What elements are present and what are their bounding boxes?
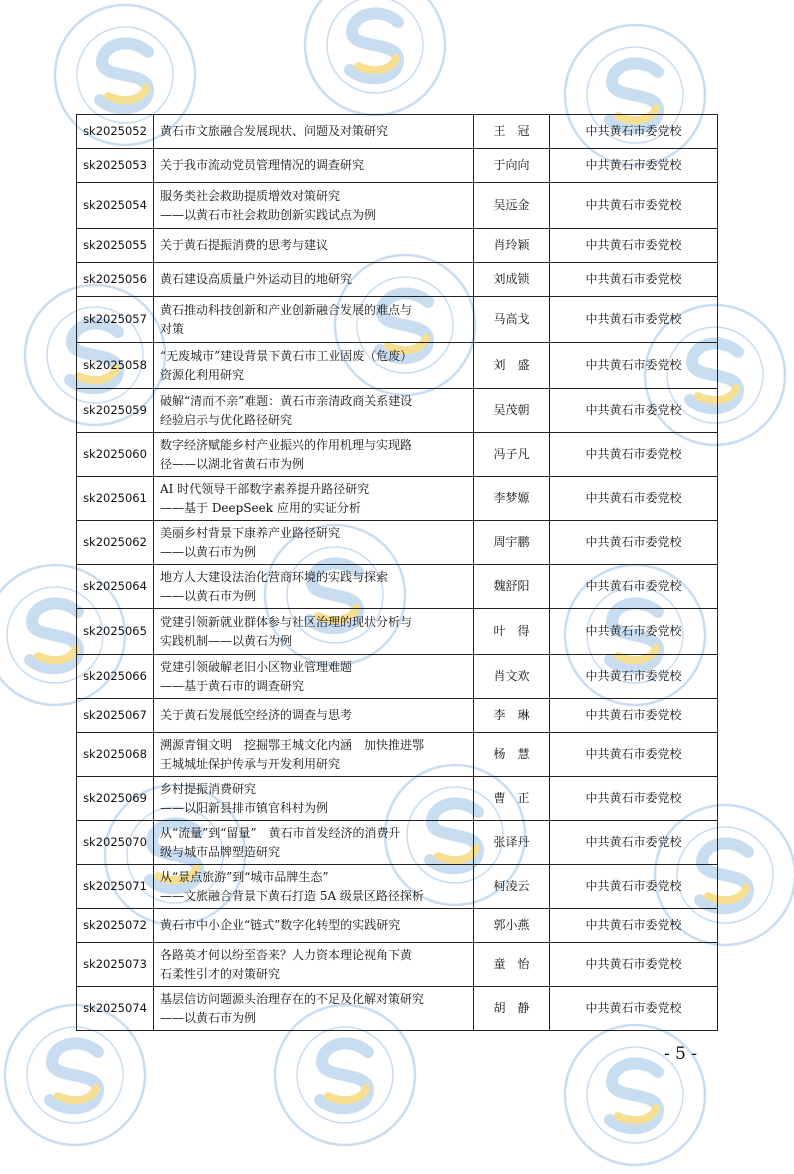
project-author: 魏舒阳 (474, 565, 550, 609)
project-unit: 中共黄石市委党校 (550, 943, 718, 987)
table-row (77, 865, 718, 909)
project-code: sk2025062 (77, 521, 154, 565)
project-title-line: 王城城址保护传承与开发利用研究 (160, 756, 341, 771)
project-title-line: ——以黄石市社会救助创新实践试点为例 (160, 207, 377, 222)
project-title (154, 699, 474, 733)
table-row (77, 389, 718, 433)
table-row (77, 263, 718, 297)
project-title (154, 865, 474, 909)
project-title-line: 乡村提振消费研究 (160, 781, 257, 796)
project-title (154, 229, 474, 263)
project-title (154, 655, 474, 699)
project-unit: 中共黄石市委党校 (550, 609, 718, 655)
project-title-line: 美丽乡村背景下康养产业路径研究 (160, 525, 341, 540)
project-author: 吴远金 (474, 183, 550, 229)
project-unit: 中共黄石市委党校 (550, 115, 718, 149)
table-row (77, 477, 718, 521)
table-row (77, 149, 718, 183)
project-table (76, 114, 718, 1031)
project-author: 周宇鹏 (474, 521, 550, 565)
project-title (154, 943, 474, 987)
project-author: 柯凌云 (474, 865, 550, 909)
project-author: 肖文欢 (474, 655, 550, 699)
project-title-line: 基层信访问题源头治理存在的不足及化解对策研究 (160, 991, 425, 1006)
project-title-line: ——以黄石市为例 (160, 588, 257, 603)
project-title-line: 黄石建设高质量户外运动目的地研究 (160, 272, 353, 286)
project-title-line: ——文旅融合背景下黄石打造 5A 级景区路径探析 (160, 888, 424, 903)
project-unit: 中共黄石市委党校 (550, 343, 718, 389)
project-code: sk2025058 (77, 343, 154, 389)
table-row (77, 777, 718, 821)
project-title (154, 115, 474, 149)
table-row (77, 297, 718, 343)
project-title (154, 433, 474, 477)
project-title (154, 777, 474, 821)
project-title-line: 经验启示与优化路径研究 (160, 412, 293, 427)
project-unit: 中共黄石市委党校 (550, 389, 718, 433)
project-author: 叶 得 (474, 609, 550, 655)
project-author: 张译丹 (474, 821, 550, 865)
table-row (77, 655, 718, 699)
project-title (154, 521, 474, 565)
project-code: sk2025055 (77, 229, 154, 263)
project-title (154, 565, 474, 609)
project-author: 胡 静 (474, 987, 550, 1031)
project-title-line: 地方人大建设法治化营商环境的实践与探索 (160, 569, 389, 584)
project-code: sk2025072 (77, 909, 154, 943)
project-title (154, 297, 474, 343)
project-title-line: 破解“清而不亲”难题：黄石市亲清政商关系建设 (160, 393, 413, 408)
project-unit: 中共黄石市委党校 (550, 183, 718, 229)
project-title-line: 关于黄石提振消费的思考与建议 (160, 238, 329, 252)
project-title-line: 各路英才何以纷至沓来？人力资本理论视角下黄 (160, 947, 413, 962)
project-unit: 中共黄石市委党校 (550, 433, 718, 477)
project-title-line: 党建引领新就业群体参与社区治理的现状分析与 (160, 614, 413, 629)
table-row (77, 943, 718, 987)
table-row (77, 565, 718, 609)
project-title-line: ——以黄石市为例 (160, 1010, 257, 1025)
project-title (154, 609, 474, 655)
page-number: - 5 - (664, 1044, 698, 1064)
project-unit: 中共黄石市委党校 (550, 777, 718, 821)
project-title-line: 关于黄石发展低空经济的调查与思考 (160, 708, 353, 722)
project-title-line: AI 时代领导干部数字素养提升路径研究 (160, 481, 370, 496)
project-code: sk2025064 (77, 565, 154, 609)
project-title-line: 石柔性引才的对策研究 (160, 966, 281, 981)
project-title-line: 溯源青铜文明 挖掘鄂王城文化内涵 加快推进鄂 (160, 737, 425, 752)
project-title-line: 从“景点旅游”到“城市品牌生态” (160, 869, 329, 884)
project-unit: 中共黄石市委党校 (550, 149, 718, 183)
federation-seal-icon (560, 1020, 710, 1170)
project-code: sk2025057 (77, 297, 154, 343)
table-row (77, 821, 718, 865)
table-row (77, 987, 718, 1031)
project-title-line: 服务类社会救助提质增效对策研究 (160, 188, 341, 203)
project-title (154, 733, 474, 777)
project-code: sk2025059 (77, 389, 154, 433)
project-code: sk2025068 (77, 733, 154, 777)
project-author: 吴茂朝 (474, 389, 550, 433)
project-code: sk2025066 (77, 655, 154, 699)
project-code: sk2025070 (77, 821, 154, 865)
project-title (154, 477, 474, 521)
project-title-line: 级与城市品牌塑造研究 (160, 844, 281, 859)
project-code: sk2025054 (77, 183, 154, 229)
table-row (77, 521, 718, 565)
project-title-line: 数字经济赋能乡村产业振兴的作用机理与实现路 (160, 437, 413, 452)
project-unit: 中共黄石市委党校 (550, 521, 718, 565)
project-unit: 中共黄石市委党校 (550, 909, 718, 943)
project-author: 冯子凡 (474, 433, 550, 477)
project-unit: 中共黄石市委党校 (550, 865, 718, 909)
project-code: sk2025056 (77, 263, 154, 297)
table-row (77, 183, 718, 229)
project-code: sk2025069 (77, 777, 154, 821)
project-author: 马高戈 (474, 297, 550, 343)
project-title-line: 黄石推动科技创新和产业创新融合发展的难点与 (160, 302, 413, 317)
project-title-line: ——以黄石市为例 (160, 544, 257, 559)
project-author: 杨 慧 (474, 733, 550, 777)
project-unit: 中共黄石市委党校 (550, 477, 718, 521)
project-unit: 中共黄石市委党校 (550, 229, 718, 263)
project-title-line: ——以阳新县排市镇官科村为例 (160, 800, 329, 815)
project-author: 李 琳 (474, 699, 550, 733)
project-title (154, 909, 474, 943)
project-title-line: 黄石市中小企业“链式”数字化转型的实践研究 (160, 918, 401, 932)
project-title-line: 黄石市文旅融合发展现状、问题及对策研究 (160, 124, 389, 138)
project-unit: 中共黄石市委党校 (550, 699, 718, 733)
table-row (77, 433, 718, 477)
project-code: sk2025071 (77, 865, 154, 909)
table-row (77, 909, 718, 943)
project-title-line: ——基于 DeepSeek 应用的实证分析 (160, 500, 361, 515)
project-unit: 中共黄石市委党校 (550, 821, 718, 865)
project-author: 于向向 (474, 149, 550, 183)
project-code: sk2025074 (77, 987, 154, 1031)
project-title-line: ——基于黄石市的调查研究 (160, 678, 305, 693)
project-author: 刘成锁 (474, 263, 550, 297)
project-title (154, 149, 474, 183)
project-title-line: 径——以湖北省黄石市为例 (160, 456, 305, 471)
federation-seal-icon (300, 0, 450, 120)
table-row (77, 609, 718, 655)
project-code: sk2025052 (77, 115, 154, 149)
project-title-line: 实践机制——以黄石为例 (160, 633, 293, 648)
table-row (77, 229, 718, 263)
project-author: 曹 正 (474, 777, 550, 821)
table-row (77, 115, 718, 149)
project-code: sk2025067 (77, 699, 154, 733)
project-title (154, 821, 474, 865)
project-title-line: 资源化利用研究 (160, 367, 245, 382)
project-title (154, 263, 474, 297)
project-title (154, 183, 474, 229)
project-title (154, 343, 474, 389)
project-unit: 中共黄石市委党校 (550, 263, 718, 297)
project-author: 郭小燕 (474, 909, 550, 943)
project-unit: 中共黄石市委党校 (550, 655, 718, 699)
project-author: 李梦嫄 (474, 477, 550, 521)
project-title-line: 对策 (160, 321, 185, 336)
project-title-line: “无废城市”建设背景下黄石市工业固废（危废） (160, 348, 413, 363)
project-author: 刘 盛 (474, 343, 550, 389)
project-code: sk2025073 (77, 943, 154, 987)
project-title-line: 从“流量”到“留量” 黄石市首发经济的消费升 (160, 825, 401, 840)
project-unit: 中共黄石市委党校 (550, 733, 718, 777)
project-title (154, 987, 474, 1031)
project-author: 肖玲颖 (474, 229, 550, 263)
project-title-line: 关于我市流动党员管理情况的调查研究 (160, 158, 365, 172)
project-unit: 中共黄石市委党校 (550, 565, 718, 609)
project-code: sk2025061 (77, 477, 154, 521)
project-code: sk2025060 (77, 433, 154, 477)
table-row (77, 733, 718, 777)
table-row (77, 699, 718, 733)
project-title-line: 党建引领破解老旧小区物业管理难题 (160, 659, 353, 674)
project-author: 王 冠 (474, 115, 550, 149)
project-unit: 中共黄石市委党校 (550, 987, 718, 1031)
project-author: 童 怡 (474, 943, 550, 987)
table-row (77, 343, 718, 389)
project-title (154, 389, 474, 433)
project-unit: 中共黄石市委党校 (550, 297, 718, 343)
project-code: sk2025065 (77, 609, 154, 655)
project-code: sk2025053 (77, 149, 154, 183)
